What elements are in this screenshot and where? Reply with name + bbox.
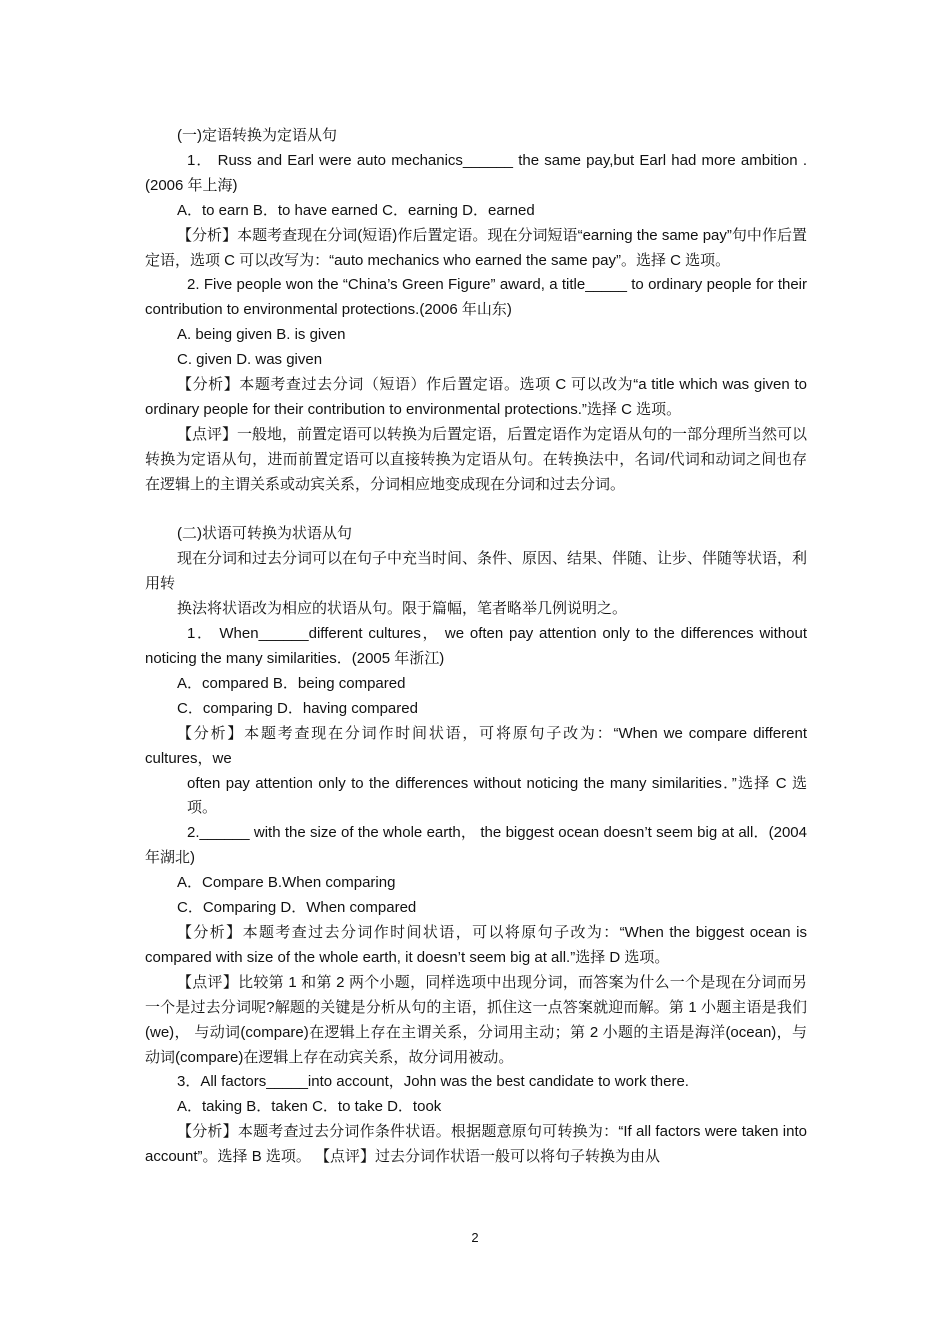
paragraph: A. being given B. is given: [177, 326, 346, 344]
paragraph: 1． When______different cultures， we often pay attention only to the differences without noticing the many similarities．(2005 年浙江): [145, 625, 807, 668]
blank-line: [145, 498, 807, 523]
paragraph: 【点评】比较第 1 和第 2 两个小题，同样选项中出现分词，而答案为什么一个是现在分词而另一个是过去分词呢?解题的关键是分析从句的主语，抓住这一点答案就迎而解。第 1 小题主语是我们(we)， 与动词(compare)在逻辑上存在主谓关系，分词用主动；第 2 小题的主语是海洋(ocean)，与动词(compare)在逻辑上存在动宾关系，故分词用被动。: [145, 973, 807, 1066]
paragraph: 【分析】本题考查过去分词（短语）作后置定语。选项 C 可以改为“a title which was given to ordinary people for their contribution to environmental protections.”选择 C 选项。: [145, 376, 807, 418]
paragraph: 2. Five people won the “China’s Green Figure” award, a title_____ to ordinary people for their contribution to environmental protections.(2006 年山东): [145, 276, 807, 319]
paragraph: C．Comparing D．When compared: [177, 899, 417, 917]
paragraph: 【分析】本题考查过去分词作时间状语，可以将原句子改为：“When the biggest ocean is compared with size of the whole earth, it doesn’t seem big at all.”选择 D 选项。: [145, 923, 807, 966]
paragraph: A．Compare B.When comparing: [177, 874, 396, 892]
paragraph: A．taking B．taken C．to take D．took: [177, 1098, 442, 1116]
paragraph: 【分析】本题考查现在分词作时间状语，可将原句子改为：“When we compare different cultures，we: [145, 724, 807, 767]
paragraph: A．compared B．being compared: [177, 674, 406, 692]
paragraph: C. given D. was given: [177, 351, 323, 369]
paragraph: 3．All factors_____into account，John was the best candidate to work there.: [177, 1073, 689, 1091]
paragraph: (一)定语转换为定语从句: [177, 127, 337, 144]
paragraph: 【点评】一般地，前置定语可以转换为后置定语，后置定语作为定语从句的一部分理所当然可以转换为定语从句，进而前置定语可以直接转换为定语从句。在转换法中，名词/代词和动词之间也存在逻辑上的主谓关系或动宾关系，分词相应地变成现在分词和过去分词。: [145, 425, 808, 493]
paragraph: A．to earn B．to have earned C．earning D．earned: [177, 201, 535, 219]
paragraph: 换法将状语改为相应的状语从句。限于篇幅，笔者略举几例说明之。: [177, 600, 628, 618]
paragraph: 2.______ with the size of the whole earth， the biggest ocean doesn’t seem big at all．(2004 年湖北): [145, 824, 807, 867]
paragraph: (二)状语可转换为状语从句: [177, 525, 352, 543]
page-number: 2: [471, 1230, 479, 1245]
paragraph: often pay attention only to the differences without noticing the many similarities．”选择 C 选项。: [187, 774, 807, 817]
paragraph: 【分析】本题考查过去分词作条件状语。根据题意原句可转换为：“If all factors were taken into account”。选择 B 选项。 【点评】过去分词作状语一般可以将句子转换为由从: [145, 1123, 807, 1166]
paragraph: 【分析】本题考查现在分词(短语)作后置定语。现在分词短语“earning the same pay”句中作后置定语，选项 C 可以改写为：“auto mechanics who earned the same pay”。选择 C 选项。: [145, 226, 807, 269]
paragraph: 现在分词和过去分词可以在句子中充当时间、条件、原因、结果、伴随、让步、伴随等状语，利用转: [145, 550, 808, 593]
document-body: [145, 124, 807, 1170]
paragraph: 1． Russ and Earl were auto mechanics______ the same pay,but Earl had more ambition . (2006 年上海): [145, 151, 807, 194]
paragraph: C．comparing D．having compared: [177, 699, 418, 717]
